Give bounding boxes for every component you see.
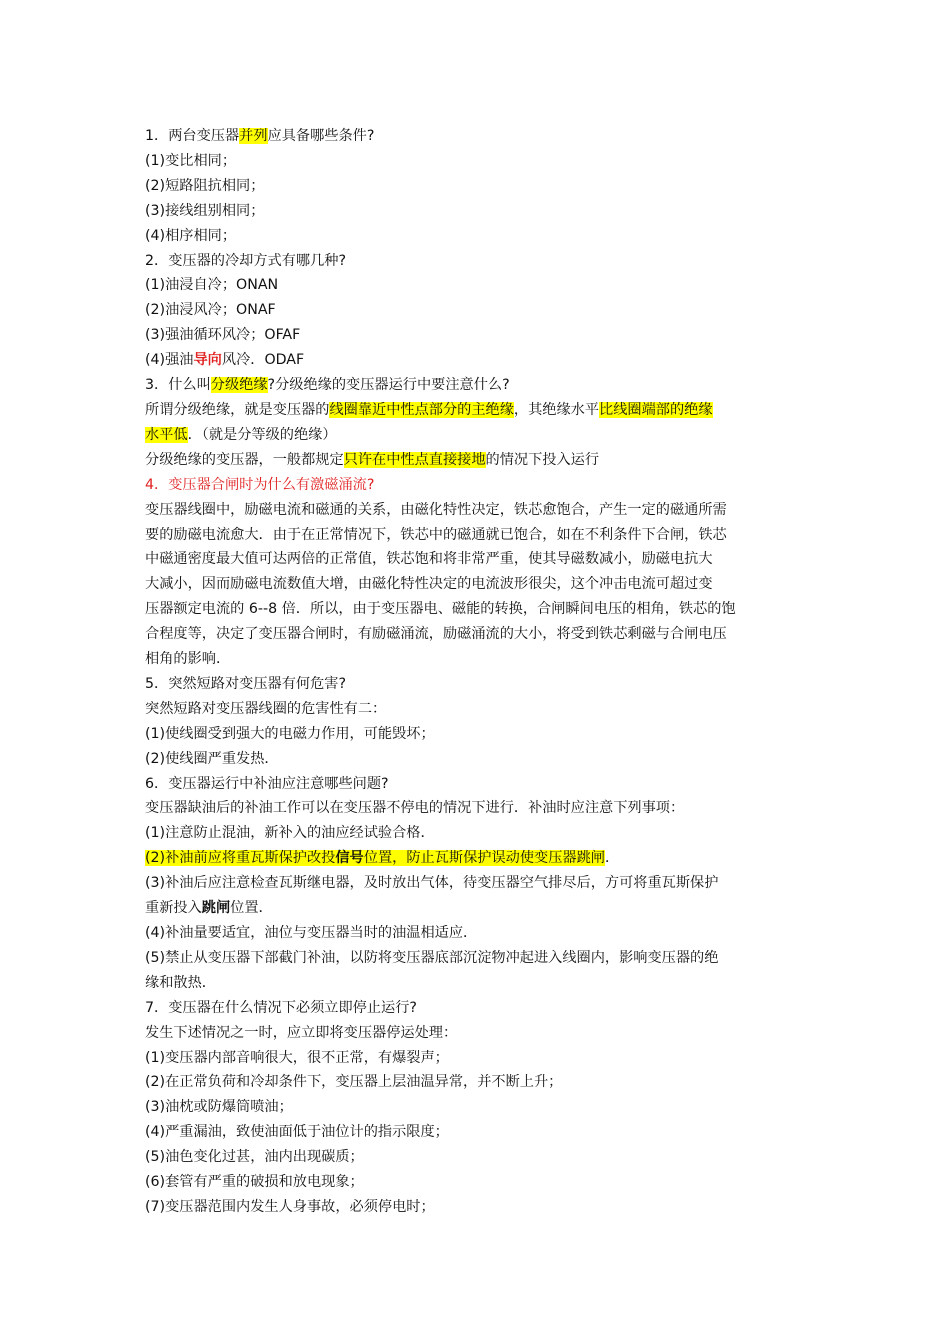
list-item: (2)补油前应将重瓦斯保护改投信号位置，防止瓦斯保护误动使变压器跳闸． xyxy=(145,850,620,867)
list-item: 缘和散热． xyxy=(145,974,216,991)
paragraph: 所谓分级绝缘，就是变压器的线圈靠近中性点部分的主绝缘，其绝缘水平比线圈端部的绝缘 xyxy=(145,401,713,418)
paragraph: 突然短路对变压器线圈的危害性有二： xyxy=(145,700,387,717)
question-3: 3．什么叫分级绝缘?分级绝缘的变压器运行中要注意什么? xyxy=(145,377,510,394)
list-item: (1)使线圈受到强大的电磁力作用，可能毁坏； xyxy=(145,725,435,742)
list-item: (2)使线圈严重发热． xyxy=(145,750,279,767)
list-item: (7)变压器范围内发生人身事故，必须停电时； xyxy=(145,1198,435,1215)
list-item: (1)油浸自冷；ONAN xyxy=(145,277,279,294)
list-item: (3)接线组别相同； xyxy=(145,202,265,219)
list-item: (3)补油后应注意检查瓦斯继电器，及时放出气体，待变压器空气排尽后，方可将重瓦斯保护 xyxy=(145,875,719,892)
paragraph: 分级绝缘的变压器，一般都规定只许在中性点直接接地的情况下投入运行 xyxy=(145,451,600,468)
list-item: (1)注意防止混油，新补入的油应经试验合格． xyxy=(145,825,435,842)
paragraph: 合程度等，决定了变压器合闸时，有励磁涌流，励磁涌流的大小，将受到铁芯剩磁与合闸电压 xyxy=(145,626,727,643)
list-item: (6)套管有严重的破损和放电现象； xyxy=(145,1174,364,1191)
list-item: (2)短路阻抗相同； xyxy=(145,177,265,194)
list-item: (4)补油量要适宜，油位与变压器当时的油温相适应． xyxy=(145,925,478,941)
paragraph: 变压器线圈中，励磁电流和磁通的关系，由磁化特性决定，铁芯愈饱合，产生一定的磁通所需 xyxy=(145,501,727,518)
list-item: (1)变压器内部音响很大，很不正常，有爆裂声； xyxy=(145,1049,449,1066)
paragraph: 压器额定电流的 6--8 倍．所以，由于变压器电、磁能的转换，合闸瞬间电压的相角，铁芯的饱 xyxy=(145,601,736,618)
paragraph: 大减小，因而励磁电流数值大增，由磁化特性决定的电流波形很尖，这个冲击电流可超过变 xyxy=(145,576,713,593)
list-item: (1)变比相同； xyxy=(145,152,237,169)
list-item: (5)油色变化过甚，油内出现碳质； xyxy=(145,1149,364,1166)
document-body xyxy=(145,124,815,1220)
paragraph: 发生下述情况之一时，应立即将变压器停运处理： xyxy=(145,1024,458,1041)
paragraph: 变压器缺油后的补油工作可以在变压器不停电的情况下进行．补油时应注意下列事项： xyxy=(145,800,685,817)
paragraph: 要的励磁电流愈大．由于在正常情况下，铁芯中的磁通就已饱合，如在不利条件下合闸，铁芯 xyxy=(145,526,727,543)
list-item: (3)强油循环风冷；OFAF xyxy=(145,327,301,344)
question-2: 2．变压器的冷却方式有哪几种? xyxy=(145,252,346,269)
list-item: (2)在正常负荷和冷却条件下，变压器上层油温异常，并不断上升； xyxy=(145,1074,563,1091)
list-item: (5)禁止从变压器下部截门补油，以防将变压器底部沉淀物冲起进入线圈内，影响变压器的绝 xyxy=(145,949,719,966)
paragraph: 相角的影响． xyxy=(145,651,231,668)
question-1: 1．两台变压器并列应具备哪些条件? xyxy=(145,128,375,144)
paragraph: 水平低．（就是分等级的绝缘） xyxy=(145,426,337,443)
list-item: (4)严重漏油，致使油面低于油位计的指示限度； xyxy=(145,1124,449,1141)
list-item: 重新投入跳闸位置． xyxy=(145,900,273,917)
question-7: 7．变压器在什么情况下必须立即停止运行? xyxy=(145,999,417,1016)
list-item: (3)油枕或防爆筒喷油； xyxy=(145,1099,293,1116)
question-6: 6．变压器运行中补油应注意哪些问题? xyxy=(145,775,389,792)
list-item: (2)油浸风冷；ONAF xyxy=(145,302,276,319)
question-5: 5．突然短路对变压器有何危害? xyxy=(145,675,346,692)
question-4: 4．变压器合闸时为什么有激磁涌流? xyxy=(145,476,375,493)
list-item: (4)强油导向风冷．ODAF xyxy=(145,352,305,369)
paragraph: 中磁通密度最大值可达两倍的正常值，铁芯饱和将非常严重，使其导磁数减小，励磁电抗大 xyxy=(145,551,713,568)
list-item: (4)相序相同； xyxy=(145,227,237,244)
